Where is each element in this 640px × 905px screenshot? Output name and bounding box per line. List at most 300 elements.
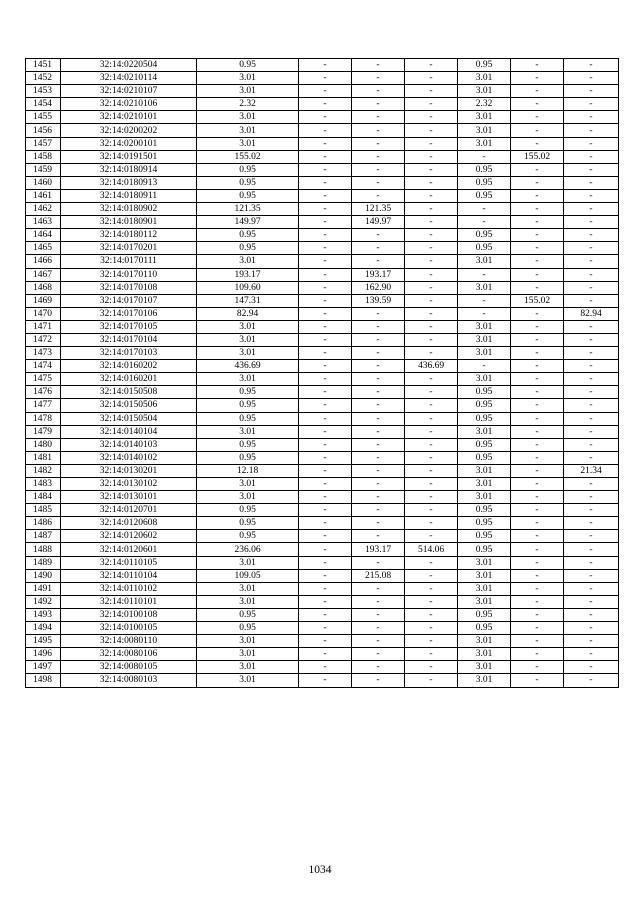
value-cell: -	[352, 98, 405, 111]
table-row	[26, 595, 619, 608]
value-cell: -	[352, 333, 405, 346]
value-cell: -	[405, 216, 458, 229]
area-cell: 121.35	[197, 203, 299, 216]
area-cell: 0.95	[197, 229, 299, 242]
row-number-cell: 1456	[26, 124, 61, 137]
value-cell: -	[511, 464, 564, 477]
cadastral-number-cell: 32:14:0170108	[61, 281, 197, 294]
cadastral-number-cell: 32:14:0100108	[61, 608, 197, 621]
row-number-cell: 1483	[26, 478, 61, 491]
value-cell: -	[511, 635, 564, 648]
value-cell: -	[564, 98, 619, 111]
value-cell: -	[299, 556, 352, 569]
row-number-cell: 1489	[26, 556, 61, 569]
table-row	[26, 412, 619, 425]
value-cell: -	[352, 373, 405, 386]
value-cell: -	[299, 294, 352, 307]
value-cell: -	[405, 59, 458, 72]
value-cell: -	[299, 281, 352, 294]
value-cell: -	[299, 451, 352, 464]
cadastral-number-cell: 32:14:0170110	[61, 268, 197, 281]
value-cell: 0.95	[458, 242, 511, 255]
value-cell: -	[511, 504, 564, 517]
value-cell: 0.95	[458, 229, 511, 242]
value-cell: -	[564, 150, 619, 163]
value-cell: 3.01	[458, 635, 511, 648]
value-cell: -	[405, 478, 458, 491]
value-cell: -	[564, 281, 619, 294]
cadastral-number-cell: 32:14:0170104	[61, 333, 197, 346]
page-number: 1034	[308, 864, 332, 876]
value-cell: -	[511, 333, 564, 346]
value-cell: -	[564, 163, 619, 176]
value-cell: -	[405, 307, 458, 320]
area-cell: 0.95	[197, 163, 299, 176]
value-cell: -	[564, 268, 619, 281]
value-cell: -	[511, 386, 564, 399]
row-number-cell: 1453	[26, 85, 61, 98]
value-cell: 3.01	[458, 347, 511, 360]
value-cell: 3.01	[458, 281, 511, 294]
row-number-cell: 1493	[26, 608, 61, 621]
row-number-cell: 1490	[26, 569, 61, 582]
area-cell: 0.95	[197, 517, 299, 530]
value-cell: -	[511, 281, 564, 294]
value-cell: -	[564, 255, 619, 268]
value-cell: 0.95	[458, 608, 511, 621]
value-cell: 0.95	[458, 176, 511, 189]
value-cell: -	[564, 360, 619, 373]
value-cell: -	[405, 674, 458, 687]
cadastral-number-cell: 32:14:0210106	[61, 98, 197, 111]
table-row	[26, 72, 619, 85]
value-cell: -	[405, 320, 458, 333]
cadastral-number-cell: 32:14:0191501	[61, 150, 197, 163]
area-cell: 3.01	[197, 595, 299, 608]
value-cell: -	[405, 85, 458, 98]
cadastral-number-cell: 32:14:0220504	[61, 59, 197, 72]
value-cell: -	[299, 622, 352, 635]
cadastral-number-cell: 32:14:0120602	[61, 530, 197, 543]
area-cell: 3.01	[197, 111, 299, 124]
value-cell: 3.01	[458, 85, 511, 98]
cadastral-number-cell: 32:14:0120608	[61, 517, 197, 530]
value-cell: -	[511, 622, 564, 635]
value-cell: -	[299, 111, 352, 124]
value-cell: -	[405, 294, 458, 307]
table-row	[26, 635, 619, 648]
cadastral-number-cell: 32:14:0180913	[61, 176, 197, 189]
value-cell: 3.01	[458, 661, 511, 674]
table-row	[26, 504, 619, 517]
value-cell: -	[352, 608, 405, 621]
value-cell: -	[299, 595, 352, 608]
row-number-cell: 1462	[26, 203, 61, 216]
table-row	[26, 347, 619, 360]
cadastral-number-cell: 32:14:0180112	[61, 229, 197, 242]
table-row	[26, 491, 619, 504]
table-row	[26, 543, 619, 556]
value-cell: 215.08	[352, 569, 405, 582]
value-cell: -	[299, 307, 352, 320]
area-cell: 147.31	[197, 294, 299, 307]
value-cell: -	[405, 608, 458, 621]
cadastral-number-cell: 32:14:0140103	[61, 438, 197, 451]
value-cell: -	[405, 150, 458, 163]
value-cell: -	[352, 59, 405, 72]
cadastral-number-cell: 32:14:0080105	[61, 661, 197, 674]
cadastral-number-cell: 32:14:0160201	[61, 373, 197, 386]
value-cell: -	[299, 386, 352, 399]
value-cell: -	[564, 320, 619, 333]
value-cell: -	[352, 399, 405, 412]
cadastral-number-cell: 32:14:0140102	[61, 451, 197, 464]
row-number-cell: 1468	[26, 281, 61, 294]
value-cell: -	[405, 189, 458, 202]
value-cell: -	[299, 189, 352, 202]
value-cell: -	[352, 189, 405, 202]
table-row	[26, 294, 619, 307]
value-cell: -	[564, 648, 619, 661]
value-cell: -	[352, 163, 405, 176]
table-row	[26, 189, 619, 202]
value-cell: 3.01	[458, 569, 511, 582]
area-cell: 3.01	[197, 674, 299, 687]
area-cell: 3.01	[197, 648, 299, 661]
value-cell: 3.01	[458, 111, 511, 124]
value-cell: 0.95	[458, 504, 511, 517]
value-cell: -	[564, 333, 619, 346]
value-cell: 193.17	[352, 543, 405, 556]
area-cell: 3.01	[197, 72, 299, 85]
value-cell: -	[511, 438, 564, 451]
row-number-cell: 1466	[26, 255, 61, 268]
value-cell: -	[564, 530, 619, 543]
value-cell: -	[564, 229, 619, 242]
value-cell: -	[564, 635, 619, 648]
table-row	[26, 622, 619, 635]
row-number-cell: 1478	[26, 412, 61, 425]
value-cell: 121.35	[352, 203, 405, 216]
value-cell: -	[299, 608, 352, 621]
value-cell: 3.01	[458, 595, 511, 608]
table-row	[26, 98, 619, 111]
value-cell: -	[405, 504, 458, 517]
value-cell: -	[299, 124, 352, 137]
row-number-cell: 1455	[26, 111, 61, 124]
row-number-cell: 1475	[26, 373, 61, 386]
value-cell: -	[352, 347, 405, 360]
table-row	[26, 399, 619, 412]
value-cell: -	[405, 582, 458, 595]
area-cell: 3.01	[197, 85, 299, 98]
area-cell: 3.01	[197, 635, 299, 648]
value-cell: -	[299, 203, 352, 216]
value-cell: -	[299, 530, 352, 543]
area-cell: 3.01	[197, 137, 299, 150]
area-cell: 0.95	[197, 176, 299, 189]
value-cell: -	[511, 543, 564, 556]
value-cell: -	[564, 556, 619, 569]
value-cell: -	[405, 517, 458, 530]
cadastral-number-cell: 32:14:0200101	[61, 137, 197, 150]
row-number-cell: 1474	[26, 360, 61, 373]
value-cell: -	[352, 648, 405, 661]
value-cell: 0.95	[458, 163, 511, 176]
value-cell: -	[564, 517, 619, 530]
value-cell: -	[352, 556, 405, 569]
value-cell: 3.01	[458, 373, 511, 386]
value-cell: -	[564, 203, 619, 216]
value-cell: -	[299, 464, 352, 477]
value-cell: -	[511, 556, 564, 569]
value-cell: 3.01	[458, 124, 511, 137]
value-cell: -	[352, 124, 405, 137]
value-cell: -	[299, 425, 352, 438]
area-cell: 0.95	[197, 242, 299, 255]
value-cell: -	[299, 85, 352, 98]
area-cell: 82.94	[197, 307, 299, 320]
area-cell: 0.95	[197, 59, 299, 72]
value-cell: -	[511, 111, 564, 124]
value-cell: -	[511, 163, 564, 176]
row-number-cell: 1482	[26, 464, 61, 477]
value-cell: -	[511, 373, 564, 386]
value-cell: 3.01	[458, 582, 511, 595]
value-cell: -	[405, 412, 458, 425]
value-cell: -	[405, 635, 458, 648]
value-cell: -	[405, 242, 458, 255]
value-cell: -	[352, 478, 405, 491]
value-cell: -	[299, 216, 352, 229]
value-cell: -	[352, 137, 405, 150]
table-row	[26, 530, 619, 543]
row-number-cell: 1476	[26, 386, 61, 399]
value-cell: -	[299, 399, 352, 412]
area-cell: 3.01	[197, 556, 299, 569]
value-cell: -	[564, 569, 619, 582]
value-cell: -	[511, 661, 564, 674]
cadastral-number-cell: 32:14:0080106	[61, 648, 197, 661]
area-cell: 3.01	[197, 661, 299, 674]
value-cell: -	[352, 491, 405, 504]
row-number-cell: 1495	[26, 635, 61, 648]
row-number-cell: 1488	[26, 543, 61, 556]
value-cell: -	[352, 386, 405, 399]
table-row	[26, 320, 619, 333]
value-cell: -	[511, 595, 564, 608]
value-cell: -	[564, 595, 619, 608]
value-cell: -	[405, 163, 458, 176]
value-cell: -	[511, 608, 564, 621]
row-number-cell: 1452	[26, 72, 61, 85]
cadastral-number-cell: 32:14:0130102	[61, 478, 197, 491]
value-cell: 3.01	[458, 556, 511, 569]
value-cell: -	[299, 229, 352, 242]
table-row	[26, 648, 619, 661]
value-cell: -	[405, 229, 458, 242]
value-cell: -	[511, 674, 564, 687]
value-cell: -	[564, 294, 619, 307]
value-cell: -	[299, 59, 352, 72]
table-row	[26, 386, 619, 399]
value-cell: -	[405, 595, 458, 608]
value-cell: 3.01	[458, 255, 511, 268]
table-row	[26, 582, 619, 595]
value-cell: -	[352, 412, 405, 425]
value-cell: -	[564, 216, 619, 229]
cadastral-number-cell: 32:14:0100105	[61, 622, 197, 635]
value-cell: -	[299, 137, 352, 150]
cadastral-number-cell: 32:14:0210101	[61, 111, 197, 124]
value-cell: -	[405, 333, 458, 346]
row-number-cell: 1472	[26, 333, 61, 346]
area-cell: 3.01	[197, 373, 299, 386]
area-cell: 3.01	[197, 320, 299, 333]
table-row	[26, 242, 619, 255]
table-row	[26, 373, 619, 386]
value-cell: -	[564, 124, 619, 137]
row-number-cell: 1457	[26, 137, 61, 150]
area-cell: 0.95	[197, 451, 299, 464]
value-cell: -	[299, 478, 352, 491]
value-cell: 436.69	[405, 360, 458, 373]
cadastral-number-cell: 32:14:0170106	[61, 307, 197, 320]
value-cell: -	[299, 255, 352, 268]
row-number-cell: 1486	[26, 517, 61, 530]
cadastral-number-cell: 32:14:0180914	[61, 163, 197, 176]
row-number-cell: 1497	[26, 661, 61, 674]
cadastral-number-cell: 32:14:0200202	[61, 124, 197, 137]
value-cell: -	[405, 386, 458, 399]
value-cell: -	[564, 451, 619, 464]
value-cell: -	[564, 347, 619, 360]
area-cell: 236.06	[197, 543, 299, 556]
cadastral-number-cell: 32:14:0080103	[61, 674, 197, 687]
value-cell: -	[564, 85, 619, 98]
cadastral-number-cell: 32:14:0130201	[61, 464, 197, 477]
value-cell: -	[299, 347, 352, 360]
area-cell: 155.02	[197, 150, 299, 163]
cadastral-number-cell: 32:14:0170107	[61, 294, 197, 307]
row-number-cell: 1480	[26, 438, 61, 451]
value-cell: -	[564, 622, 619, 635]
value-cell: -	[352, 72, 405, 85]
table-row	[26, 661, 619, 674]
value-cell: -	[511, 478, 564, 491]
value-cell: 139.59	[352, 294, 405, 307]
value-cell: 0.95	[458, 59, 511, 72]
value-cell: -	[405, 569, 458, 582]
value-cell: -	[352, 464, 405, 477]
value-cell: -	[352, 438, 405, 451]
value-cell: -	[405, 438, 458, 451]
value-cell: -	[511, 451, 564, 464]
cadastral-number-cell: 32:14:0170111	[61, 255, 197, 268]
value-cell: -	[352, 504, 405, 517]
value-cell: -	[564, 386, 619, 399]
value-cell: -	[405, 530, 458, 543]
value-cell: -	[511, 189, 564, 202]
area-cell: 193.17	[197, 268, 299, 281]
cadastral-number-cell: 32:14:0150504	[61, 412, 197, 425]
table-row	[26, 569, 619, 582]
area-cell: 12.18	[197, 464, 299, 477]
value-cell: -	[299, 438, 352, 451]
value-cell: -	[352, 255, 405, 268]
value-cell: -	[299, 333, 352, 346]
value-cell: -	[511, 137, 564, 150]
table-row	[26, 438, 619, 451]
row-number-cell: 1458	[26, 150, 61, 163]
area-cell: 3.01	[197, 425, 299, 438]
value-cell: -	[458, 268, 511, 281]
value-cell: -	[299, 98, 352, 111]
value-cell: -	[405, 661, 458, 674]
value-cell: -	[564, 137, 619, 150]
value-cell: -	[511, 268, 564, 281]
value-cell: -	[458, 150, 511, 163]
cadastral-number-cell: 32:14:0180902	[61, 203, 197, 216]
value-cell: -	[405, 98, 458, 111]
cadastral-number-cell: 32:14:0160202	[61, 360, 197, 373]
value-cell: -	[299, 543, 352, 556]
value-cell: -	[405, 111, 458, 124]
value-cell: -	[405, 137, 458, 150]
value-cell: 162.90	[352, 281, 405, 294]
value-cell: -	[511, 360, 564, 373]
value-cell: -	[511, 491, 564, 504]
value-cell: -	[299, 373, 352, 386]
value-cell: 0.95	[458, 530, 511, 543]
value-cell: 3.01	[458, 72, 511, 85]
cadastral-number-cell: 32:14:0120701	[61, 504, 197, 517]
row-number-cell: 1481	[26, 451, 61, 464]
value-cell: -	[458, 294, 511, 307]
value-cell: -	[511, 72, 564, 85]
cadastral-number-cell: 32:14:0120601	[61, 543, 197, 556]
value-cell: -	[405, 124, 458, 137]
value-cell: 3.01	[458, 137, 511, 150]
cadastral-number-cell: 32:14:0180901	[61, 216, 197, 229]
value-cell: -	[564, 176, 619, 189]
cadastral-number-cell: 32:14:0210114	[61, 72, 197, 85]
value-cell: -	[405, 281, 458, 294]
value-cell: -	[564, 412, 619, 425]
value-cell: -	[511, 530, 564, 543]
value-cell: -	[511, 307, 564, 320]
area-cell: 3.01	[197, 491, 299, 504]
row-number-cell: 1473	[26, 347, 61, 360]
value-cell: -	[564, 543, 619, 556]
value-cell: -	[299, 412, 352, 425]
cadastral-number-cell: 32:14:0110105	[61, 556, 197, 569]
value-cell: -	[352, 242, 405, 255]
row-number-cell: 1487	[26, 530, 61, 543]
value-cell: 0.95	[458, 412, 511, 425]
cadastral-number-cell: 32:14:0130101	[61, 491, 197, 504]
value-cell: 0.95	[458, 451, 511, 464]
value-cell: -	[299, 268, 352, 281]
value-cell: -	[405, 622, 458, 635]
row-number-cell: 1463	[26, 216, 61, 229]
value-cell: -	[352, 674, 405, 687]
table-row	[26, 268, 619, 281]
row-number-cell: 1492	[26, 595, 61, 608]
value-cell: -	[564, 674, 619, 687]
table-body	[26, 59, 619, 688]
value-cell: -	[511, 176, 564, 189]
